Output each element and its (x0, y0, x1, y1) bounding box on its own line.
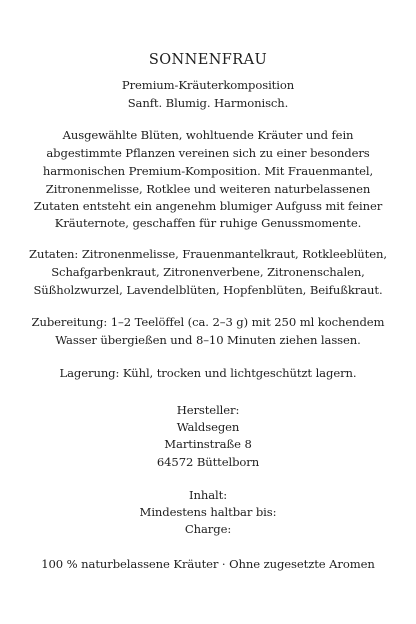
preparation-line: Wasser übergießen und 8–10 Minuten ziehen lassen. (55, 333, 361, 347)
ingredients-line: Zutaten: Zitronenmelisse, Frauenmantelkraut, Rotkleeblüten, (29, 247, 387, 261)
description-line: Zitronenmelisse, Rotklee und weiteren naturbelassenen (45, 182, 371, 196)
description-line: Kräuternote, geschaffen für ruhige Genussmomente. (54, 216, 362, 230)
storage-info: Lagerung: Kühl, trocken und lichtgeschützt lagern. (59, 366, 357, 380)
content-label: Inhalt: (189, 488, 227, 502)
best-before-label: Mindestens haltbar bis: (139, 505, 277, 519)
manufacturer-label: Hersteller: (176, 403, 240, 417)
manufacturer-name: Waldsegen (176, 420, 240, 434)
product-name: SONNENFRAU (148, 52, 268, 68)
description-line: harmonischen Premium-Komposition. Mit Frauenmantel, (42, 164, 374, 178)
ingredients-line: Süßholzwurzel, Lavendelblüten, Hopfenblüten, Beifußkraut. (33, 283, 383, 297)
product-subtitle: Premium-Kräuterkomposition (121, 78, 295, 92)
ingredients-line: Schafgarbenkraut, Zitronenverbene, Zitronenschalen, (51, 265, 365, 279)
preparation-line: Zubereitung: 1–2 Teelöffel (ca. 2–3 g) mit 250 ml kochendem (31, 315, 385, 329)
batch-label: Charge: (184, 522, 232, 536)
product-tagline: Sanft. Blumig. Harmonisch. (127, 96, 289, 110)
description-line: abgestimmte Pflanzen vereinen sich zu einer besonders (46, 146, 370, 160)
manufacturer-city: 64572 Büttelborn (156, 455, 260, 469)
description-line: Zutaten entsteht ein angenehm blumiger Aufguss mit feiner (33, 199, 383, 213)
footer-note: 100 % naturbelassene Kräuter · Ohne zugesetzte Aromen (41, 557, 375, 571)
manufacturer-street: Martinstraße 8 (164, 437, 252, 451)
description-line: Ausgewählte Blüten, wohltuende Kräuter und fein (62, 128, 354, 142)
